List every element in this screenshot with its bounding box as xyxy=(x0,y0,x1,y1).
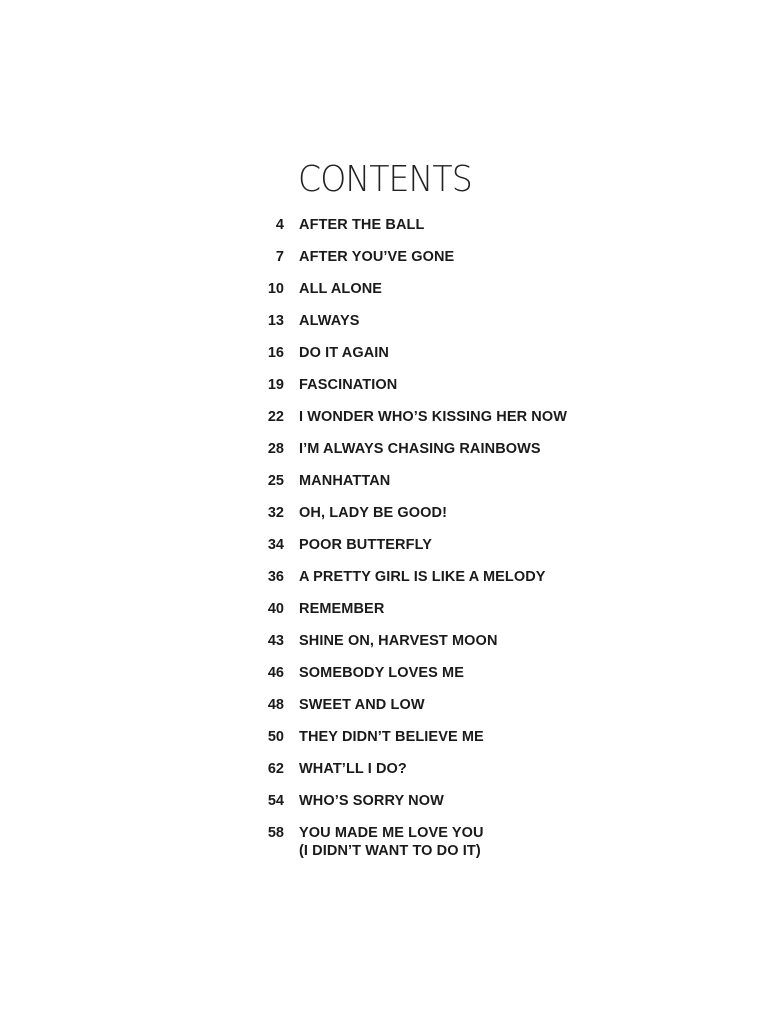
toc-song-title-line: THEY DIDN’T BELIEVE ME xyxy=(299,729,484,745)
toc-entry xyxy=(240,408,660,440)
toc-song-title xyxy=(299,568,660,586)
toc-entry xyxy=(240,632,660,664)
toc-song-title-line: REMEMBER xyxy=(299,601,385,617)
toc-page-number: 7 xyxy=(275,249,284,265)
toc-song-title xyxy=(299,248,660,266)
toc-song-title-line: FASCINATION xyxy=(299,377,398,393)
toc-song-title xyxy=(299,312,660,330)
toc-page-number: 28 xyxy=(267,441,284,457)
toc-entry xyxy=(240,280,660,312)
toc-page-number: 50 xyxy=(267,729,284,745)
toc-entry xyxy=(240,728,660,760)
toc-entry xyxy=(240,376,660,408)
toc-song-title xyxy=(299,408,660,426)
toc-page-number: 48 xyxy=(267,697,284,713)
toc-song-title-line: AFTER YOU’VE GONE xyxy=(299,249,455,265)
toc-song-title-line: WHO’S SORRY NOW xyxy=(299,793,444,809)
toc-song-title xyxy=(299,216,660,234)
toc-song-title-line: AFTER THE BALL xyxy=(299,217,425,233)
table-of-contents xyxy=(240,216,660,868)
toc-song-title xyxy=(299,504,660,522)
toc-song-title xyxy=(299,536,660,554)
toc-song-title-line: POOR BUTTERFLY xyxy=(299,537,432,553)
toc-song-title-line: WHAT’LL I DO? xyxy=(299,761,407,777)
toc-song-title xyxy=(299,440,660,458)
toc-song-title-line: YOU MADE ME LOVE YOU xyxy=(299,825,484,841)
toc-entry xyxy=(240,664,660,696)
toc-song-title xyxy=(299,472,660,490)
toc-page-number: 13 xyxy=(267,313,284,329)
toc-entry xyxy=(240,824,660,868)
toc-page-number: 58 xyxy=(267,825,284,841)
toc-page-number: 36 xyxy=(267,569,284,585)
toc-entry xyxy=(240,536,660,568)
toc-song-title xyxy=(299,824,660,860)
toc-song-title xyxy=(299,600,660,618)
toc-page-number: 10 xyxy=(267,281,284,297)
toc-entry xyxy=(240,472,660,504)
toc-page-number: 40 xyxy=(267,601,284,617)
toc-page-number: 25 xyxy=(267,473,284,489)
toc-song-title-line: SOMEBODY LOVES ME xyxy=(299,665,464,681)
toc-entry xyxy=(240,248,660,280)
toc-song-title-line: A PRETTY GIRL IS LIKE A MELODY xyxy=(299,569,546,585)
toc-page-number: 62 xyxy=(267,761,284,777)
toc-song-title xyxy=(299,728,660,746)
toc-song-subtitle-line: (I DIDN’T WANT TO DO IT) xyxy=(299,843,481,859)
toc-entry xyxy=(240,312,660,344)
toc-entry xyxy=(240,792,660,824)
toc-page-number: 43 xyxy=(267,633,284,649)
toc-song-title xyxy=(299,632,660,650)
toc-song-title-line: ALL ALONE xyxy=(299,281,383,297)
toc-page-number: 46 xyxy=(267,665,284,681)
toc-song-title xyxy=(299,792,660,810)
page-title: CONTENTS xyxy=(298,159,472,200)
toc-page-number: 16 xyxy=(267,345,284,361)
toc-page-number: 34 xyxy=(267,537,284,553)
toc-entry xyxy=(240,344,660,376)
toc-page-number: 32 xyxy=(267,505,284,521)
toc-song-title xyxy=(299,376,660,394)
toc-entry xyxy=(240,696,660,728)
toc-song-title-line: MANHATTAN xyxy=(299,473,391,489)
toc-song-title xyxy=(299,344,660,362)
toc-song-title-line: DO IT AGAIN xyxy=(299,345,389,361)
toc-page-number: 22 xyxy=(267,409,284,425)
toc-entry xyxy=(240,216,660,248)
toc-song-title-line: SHINE ON, HARVEST MOON xyxy=(299,633,498,649)
toc-song-title xyxy=(299,760,660,778)
toc-song-title-line: ALWAYS xyxy=(299,313,360,329)
toc-song-title-line: I WONDER WHO’S KISSING HER NOW xyxy=(299,409,568,425)
toc-entry xyxy=(240,440,660,472)
toc-page-number: 4 xyxy=(275,217,284,233)
toc-song-title-line: OH, LADY BE GOOD! xyxy=(299,505,448,521)
toc-entry xyxy=(240,504,660,536)
toc-page-number: 54 xyxy=(267,793,284,809)
toc-song-title-line: I’M ALWAYS CHASING RAINBOWS xyxy=(299,441,541,457)
toc-song-title xyxy=(299,696,660,714)
toc-entry xyxy=(240,600,660,632)
toc-song-title xyxy=(299,280,660,298)
toc-entry xyxy=(240,568,660,600)
toc-song-title-line: SWEET AND LOW xyxy=(299,697,425,713)
toc-page-number: 19 xyxy=(267,377,284,393)
toc-song-title xyxy=(299,664,660,682)
toc-entry xyxy=(240,760,660,792)
